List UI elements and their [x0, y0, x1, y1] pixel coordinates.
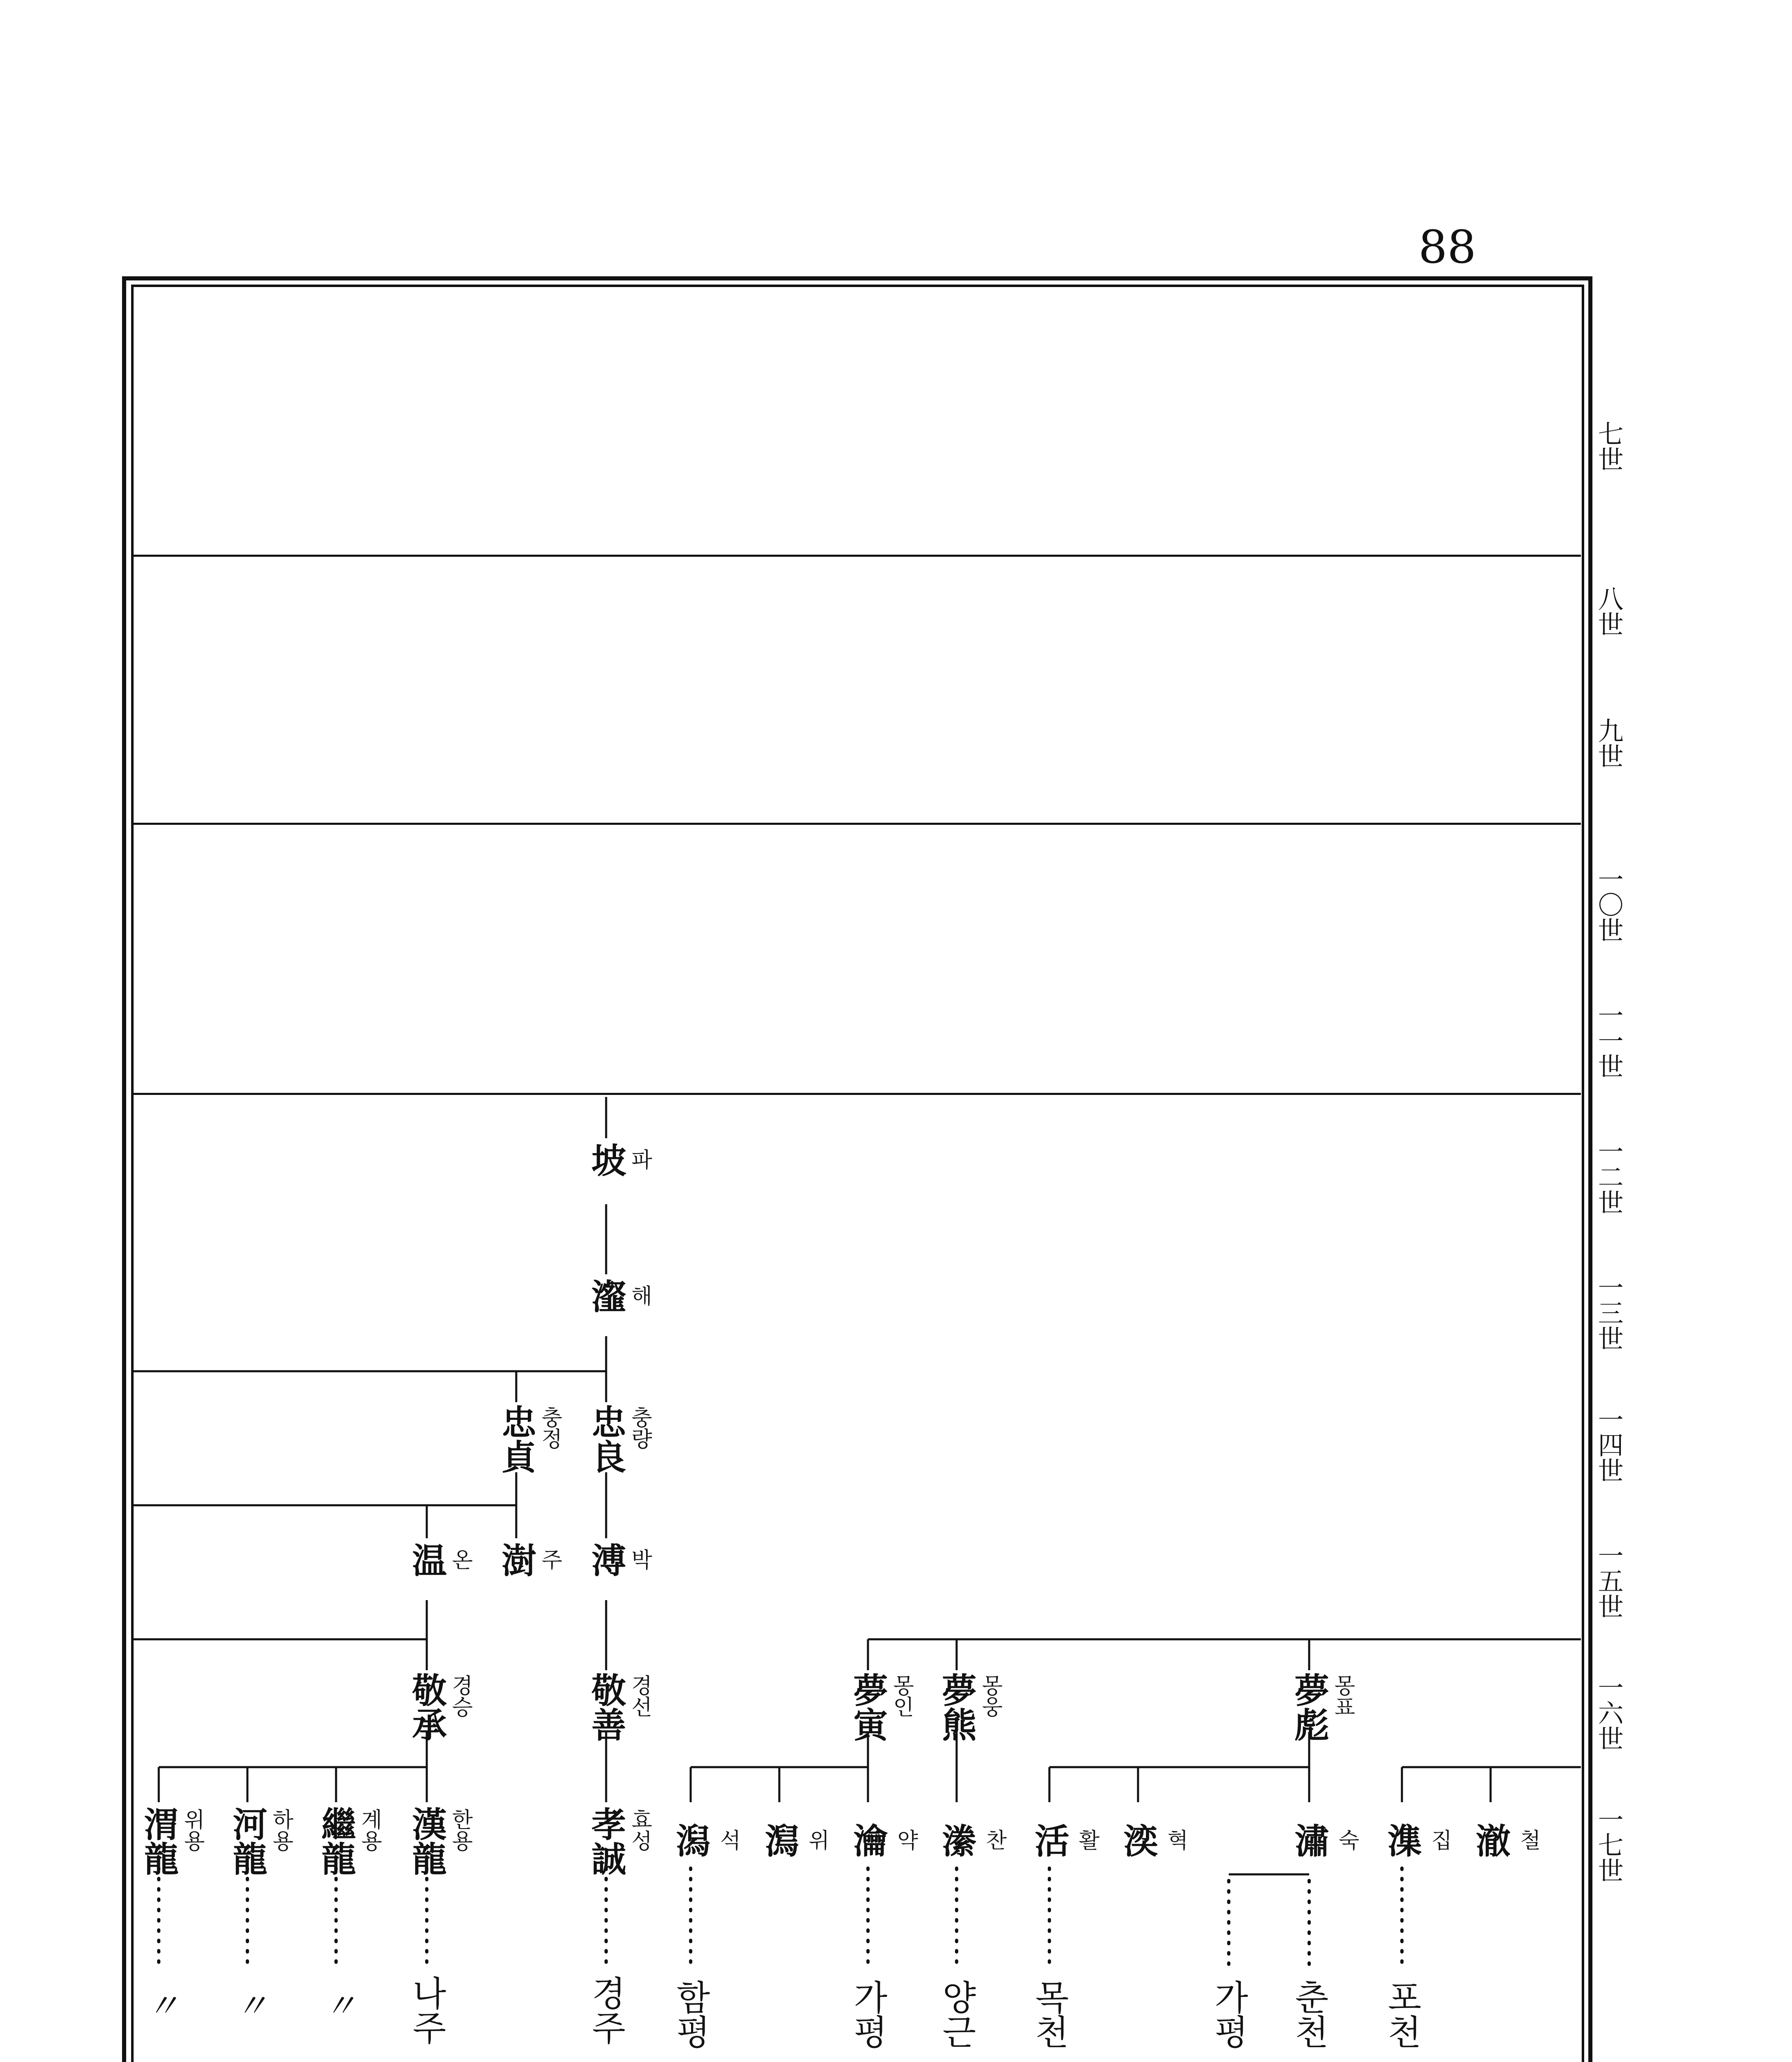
person-name-g17: 湙 [1118, 1823, 1159, 1857]
person-reading-g17: 계용 [357, 1808, 382, 1851]
person-reading-g13: 해 [627, 1285, 652, 1306]
gen-label-17: 一七世 [1594, 1806, 1624, 1883]
person-name-g17: 瀹 [848, 1823, 889, 1857]
ditto-mark: 〃 [235, 1987, 268, 2025]
person-name-g17: 潗 [1382, 1823, 1423, 1857]
person-name-g16-2: 敬承 [407, 1672, 447, 1742]
person-reading-g17: 집 [1427, 1829, 1452, 1850]
person-reading-g15-1: 박 [627, 1549, 652, 1570]
person-name-g17: 孝誠 [586, 1806, 627, 1876]
location-label: 가평 [1209, 1980, 1249, 2049]
person-reading-g15-2: 주 [537, 1549, 562, 1570]
person-name-g15-2: 澍 [496, 1542, 537, 1577]
person-reading-g17: 찬 [982, 1829, 1007, 1850]
person-name-g17: 潫 [936, 1823, 977, 1857]
person-name-g16-1: 敬善 [586, 1672, 627, 1742]
gen-label-8: 八世 [1594, 586, 1624, 637]
gen-label-16: 一六世 [1594, 1674, 1624, 1751]
location-label: 경주 [586, 1975, 626, 2045]
location-label: 양근 [936, 1980, 977, 2049]
person-name-g17: 渭龍 [139, 1806, 179, 1876]
location-label: 함평 [670, 1980, 711, 2049]
person-name-g17: 澈 [1470, 1823, 1511, 1857]
gen-label-10: 一〇世 [1594, 866, 1624, 943]
location-label: 포천 [1382, 1980, 1422, 2049]
gen-label-11: 一一世 [1594, 1002, 1624, 1079]
person-reading-g17: 효성 [627, 1808, 652, 1851]
page-number: 88 [1418, 221, 1476, 273]
person-reading-g17: 철 [1516, 1829, 1540, 1850]
location-label: 춘천 [1289, 1980, 1329, 2049]
gen-label-15: 一五世 [1594, 1542, 1624, 1619]
person-reading-g12: 파 [627, 1149, 652, 1170]
person-reading-g17: 한용 [448, 1808, 473, 1851]
person-name-g14-2: 忠貞 [496, 1404, 537, 1474]
gen-label-12: 一二世 [1594, 1138, 1624, 1215]
person-reading-g14-2: 충정 [537, 1406, 562, 1449]
person-reading-g14-1: 충량 [627, 1406, 652, 1449]
person-name-g15-3: 温 [407, 1542, 447, 1577]
person-name-g14-1: 忠良 [586, 1404, 627, 1474]
person-name-g15-1: 溥 [586, 1542, 627, 1577]
location-label: 목천 [1029, 1980, 1070, 2049]
person-reading-g17: 혁 [1163, 1829, 1188, 1850]
person-name-g17: 漢龍 [407, 1806, 447, 1876]
person-reading-g16-1: 경선 [627, 1674, 652, 1717]
person-name-g16-3: 夢寅 [848, 1672, 889, 1742]
ditto-mark: 〃 [146, 1987, 179, 2025]
person-name-g17: 繼龍 [316, 1806, 357, 1876]
person-name-g16-5: 夢彪 [1289, 1672, 1330, 1742]
person-reading-g17: 위용 [180, 1808, 205, 1851]
person-reading-g16-4: 몽웅 [978, 1674, 1002, 1717]
location-label: 나주 [407, 1975, 447, 2045]
person-name-g16-4: 夢熊 [936, 1672, 977, 1742]
person-reading-g16-5: 몽표 [1330, 1674, 1355, 1717]
person-reading-g17: 위 [804, 1829, 829, 1850]
gen-label-13: 一三世 [1594, 1274, 1624, 1351]
person-reading-g17: 약 [893, 1829, 918, 1850]
person-name-g17: 活 [1029, 1823, 1070, 1857]
person-reading-g17: 활 [1075, 1829, 1099, 1850]
location-label: 가평 [848, 1980, 888, 2049]
person-name-g17: 潚 [1289, 1823, 1330, 1857]
person-name-g17: 澙 [759, 1823, 800, 1857]
person-reading-g17: 숙 [1334, 1829, 1359, 1850]
person-reading-g16-3: 몽인 [889, 1674, 914, 1717]
person-reading-g15-3: 온 [448, 1549, 473, 1570]
ditto-mark: 〃 [324, 1987, 357, 2025]
person-name-g17: 河龍 [227, 1806, 268, 1876]
person-name-g12: 坡 [586, 1142, 627, 1177]
person-reading-g17: 석 [716, 1829, 741, 1850]
person-reading-g16-2: 경승 [448, 1674, 473, 1717]
gen-label-14: 一四世 [1594, 1406, 1624, 1483]
person-name-g13: 瀣 [586, 1278, 627, 1313]
gen-label-7: 七世 [1594, 421, 1624, 472]
person-name-g17: 潟 [670, 1823, 711, 1857]
gen-label-9: 九世 [1594, 718, 1624, 769]
person-reading-g17: 하용 [268, 1808, 293, 1851]
